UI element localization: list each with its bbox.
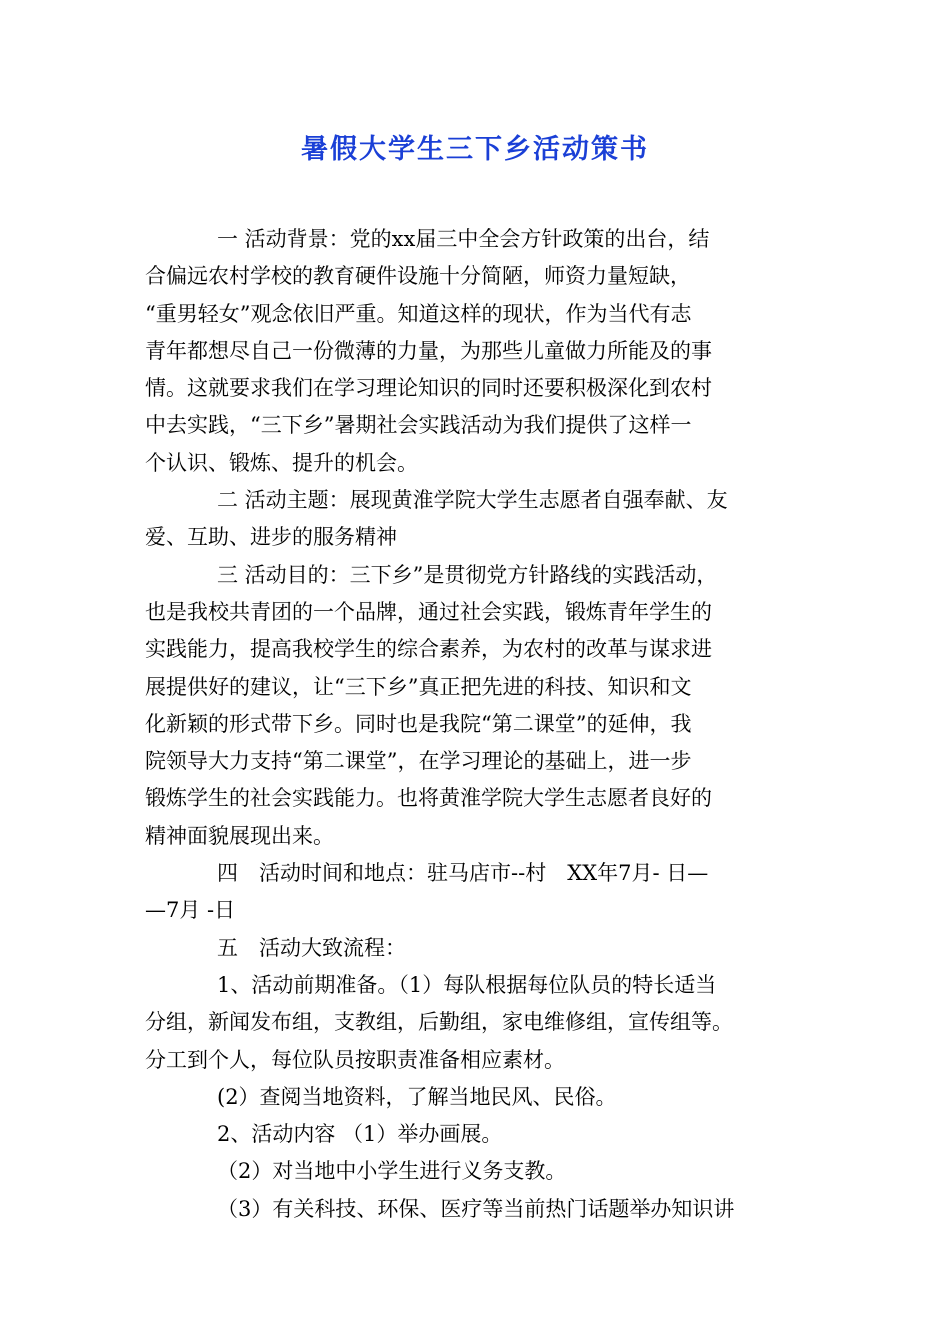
paragraph-line: —7月 -日	[145, 898, 236, 923]
paragraph-line: 合偏远农村学校的教育硬件设施十分简陋，师资力量短缺，	[145, 264, 691, 289]
paragraph-line: 中去实践，“三下乡”暑期社会实践活动为我们提供了这样一	[145, 413, 692, 438]
paragraph-line: 青年都想尽自己一份微薄的力量，为那些儿童做力所能及的事	[145, 338, 712, 363]
paragraph-line: 二 活动主题：展现黄淮学院大学生志愿者自强奉献、友	[217, 488, 728, 513]
paragraph-line: 院领导大力支持“第二课堂”，在学习理论的基础上，进一步	[145, 749, 692, 774]
paragraph-line: 分组，新闻发布组，支教组，后勤组，家电维修组，宣传组等。	[145, 1010, 733, 1035]
paragraph-line: 化新颖的形式带下乡。同时也是我院“第二课堂”的延伸，我	[145, 711, 692, 736]
paragraph-line: 也是我校共青团的一个品牌，通过社会实践，锻炼青年学生的	[145, 599, 712, 624]
document-title: 暑假大学生三下乡活动策书	[301, 134, 649, 165]
paragraph-line: （3）有关科技、环保、医疗等当前热门话题举办知识讲	[217, 1196, 735, 1221]
paragraph-line: 展提供好的建议，让“三下乡”真正把先进的科技、知识和文	[145, 674, 692, 699]
paragraph-line: 1、活动前期准备。（1）每队根据每位队员的特长适当	[217, 972, 717, 997]
paragraph-line: 爱、互助、进步的服务精神	[145, 525, 397, 550]
paragraph-line: 四 活动时间和地点：驻马店市--村 XX年7月- 日—	[217, 861, 709, 886]
document-body	[145, 221, 805, 1228]
paragraph-line: 一 活动背景：党的xx届三中全会方针政策的出台，结	[217, 227, 710, 251]
paragraph-line: 三 活动目的：三下乡”是贯彻党方针路线的实践活动，	[217, 562, 718, 587]
paragraph-line: 2、活动内容 （1）举办画展。	[217, 1122, 503, 1147]
paragraph-line: （2）对当地中小学生进行义务支教。	[217, 1159, 567, 1184]
paragraph-line: 精神面貌展现出来。	[145, 823, 334, 848]
paragraph-line: 锻炼学生的社会实践能力。也将黄淮学院大学生志愿者良好的	[145, 786, 712, 811]
paragraph-line: “重男轻女”观念依旧严重。知道这样的现状，作为当代有志	[145, 301, 692, 326]
paragraph-line: (2）查阅当地资料，了解当地民风、民俗。	[217, 1084, 617, 1109]
paragraph-line: 实践能力，提高我校学生的综合素养，为农村的改革与谋求进	[145, 637, 712, 662]
paragraph-line: 情。这就要求我们在学习理论知识的同时还要积极深化到农村	[145, 376, 712, 401]
paragraph-line: 五 活动大致流程：	[217, 935, 406, 960]
paragraph-line: 个认识、锻炼、提升的机会。	[145, 450, 418, 475]
paragraph-line: 分工到个人，每位队员按职责准备相应素材。	[145, 1047, 565, 1072]
